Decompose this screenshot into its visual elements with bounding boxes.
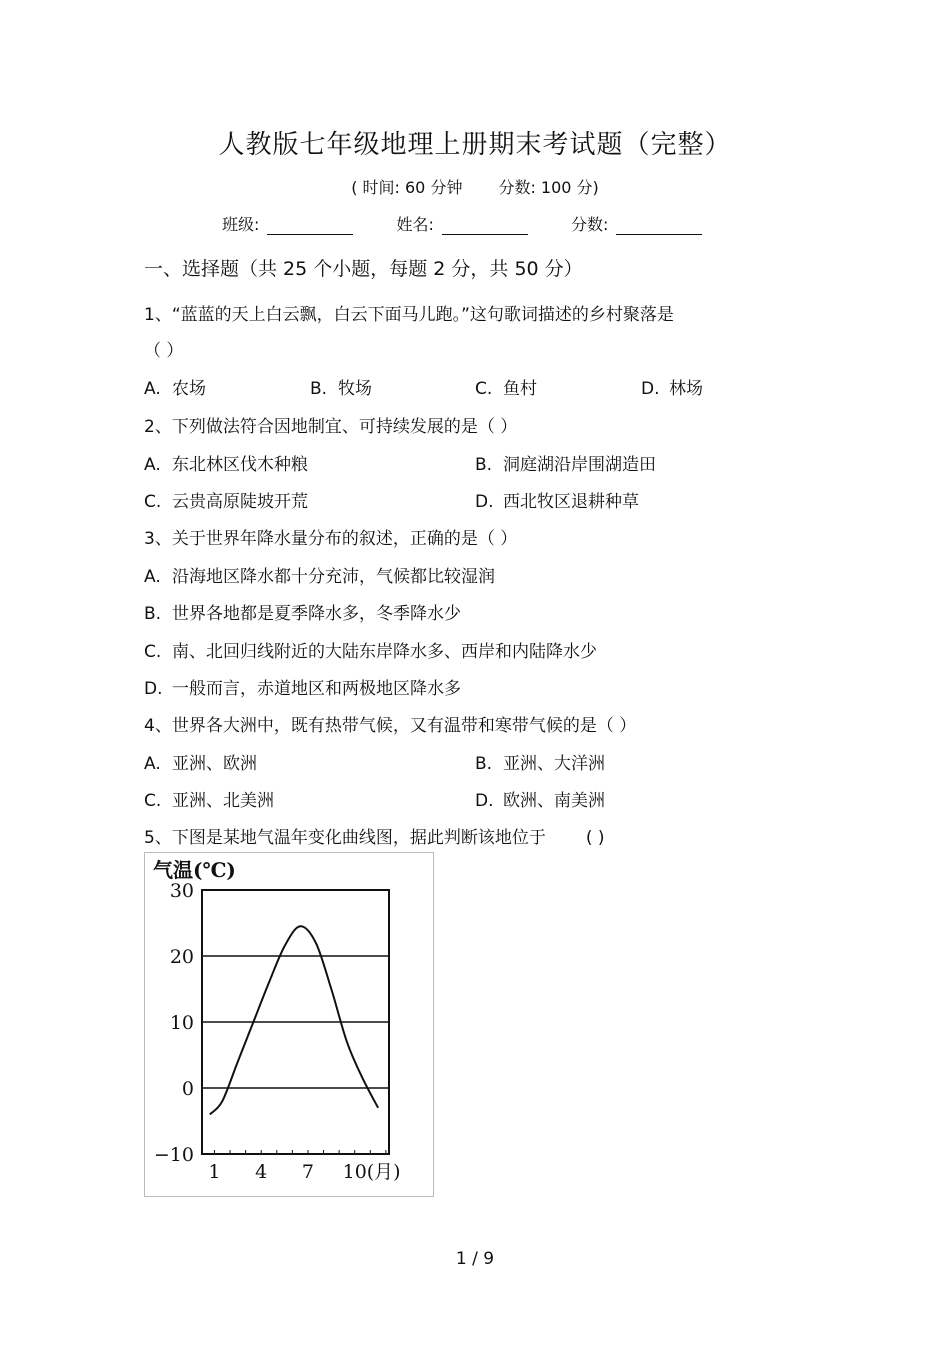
question-3-option-d[interactable]: D. 一般而言，赤道地区和两极地区降水多 bbox=[144, 679, 461, 699]
question-1-stem: 1、“蓝蓝的天上白云飘，白云下面马儿跑。”这句歌词描述的乡村聚落是 bbox=[144, 305, 674, 325]
y-tick-label: −10 bbox=[153, 1144, 194, 1166]
x-tick-label: 4 bbox=[255, 1161, 268, 1183]
score-blank[interactable] bbox=[616, 216, 702, 235]
question-4-option-a[interactable]: A. 亚洲、欧洲 bbox=[144, 754, 257, 774]
question-4-option-c[interactable]: C. 亚洲、北美洲 bbox=[144, 791, 274, 811]
y-tick-label: 0 bbox=[181, 1078, 194, 1100]
temperature-curve bbox=[210, 926, 378, 1114]
temperature-chart-svg bbox=[145, 853, 433, 1196]
y-tick-label: 30 bbox=[169, 880, 194, 902]
temperature-chart bbox=[144, 852, 434, 1197]
question-1-option-a[interactable]: A. 农场 bbox=[144, 379, 206, 399]
question-3-stem: 3、关于世界年降水量分布的叙述，正确的是（ ） bbox=[144, 529, 518, 549]
y-tick-label: 10 bbox=[169, 1012, 194, 1034]
student-info-fields bbox=[222, 212, 740, 235]
exam-score: 分数: 100 分) bbox=[498, 178, 599, 197]
question-2-option-c[interactable]: C. 云贵高原陡坡开荒 bbox=[144, 492, 308, 512]
question-2-stem: 2、下列做法符合因地制宜、可持续发展的是（ ） bbox=[144, 417, 518, 437]
page-title: 人教版七年级地理上册期末考试题（完整） bbox=[218, 130, 732, 160]
question-5-stem: 5、下图是某地气温年变化曲线图，据此判断该地位于 ( ) bbox=[144, 828, 605, 848]
x-axis-label: (月) bbox=[366, 1161, 401, 1183]
exam-meta bbox=[0, 175, 950, 198]
name-blank[interactable] bbox=[442, 216, 528, 235]
class-blank[interactable] bbox=[267, 216, 353, 235]
question-2-option-b[interactable]: B. 洞庭湖沿岸围湖造田 bbox=[475, 455, 656, 475]
section-heading: 一、选择题（共 25 个小题，每题 2 分，共 50 分） bbox=[144, 258, 583, 280]
question-3-option-a[interactable]: A. 沿海地区降水都十分充沛，气候都比较湿润 bbox=[144, 567, 495, 587]
question-3-option-c[interactable]: C. 南、北回归线附近的大陆东岸降水多、西岸和内陆降水少 bbox=[144, 642, 597, 662]
question-4-option-b[interactable]: B. 亚洲、大洋洲 bbox=[475, 754, 605, 774]
y-axis-label: 气温(℃) bbox=[153, 858, 236, 882]
question-1-option-c[interactable]: C. 鱼村 bbox=[475, 379, 537, 399]
y-tick-label: 20 bbox=[169, 946, 194, 968]
x-tick-label: 1 bbox=[208, 1161, 221, 1183]
exam-time: ( 时间: 60 分钟 bbox=[351, 178, 463, 197]
name-field: 姓名: bbox=[397, 212, 528, 235]
question-3-option-b[interactable]: B. 世界各地都是夏季降水多，冬季降水少 bbox=[144, 604, 461, 624]
question-1-option-d[interactable]: D. 林场 bbox=[641, 379, 703, 399]
score-field: 分数: bbox=[571, 212, 702, 235]
x-tick-label: 10 bbox=[342, 1161, 367, 1183]
question-1-stem-paren: （ ） bbox=[144, 341, 184, 361]
x-tick-label: 7 bbox=[301, 1161, 315, 1183]
question-4-stem: 4、世界各大洲中，既有热带气候，又有温带和寒带气候的是（ ） bbox=[144, 716, 637, 736]
question-1-option-b[interactable]: B. 牧场 bbox=[310, 379, 372, 399]
question-4-option-d[interactable]: D. 欧洲、南美洲 bbox=[475, 791, 605, 811]
question-5-answer-paren: ( ) bbox=[585, 828, 605, 848]
question-2-option-d[interactable]: D. 西北牧区退耕种草 bbox=[475, 492, 639, 512]
page-number: 1 / 9 bbox=[455, 1249, 495, 1269]
class-field: 班级: bbox=[222, 212, 353, 235]
question-2-option-a[interactable]: A. 东北林区伐木种粮 bbox=[144, 455, 308, 475]
